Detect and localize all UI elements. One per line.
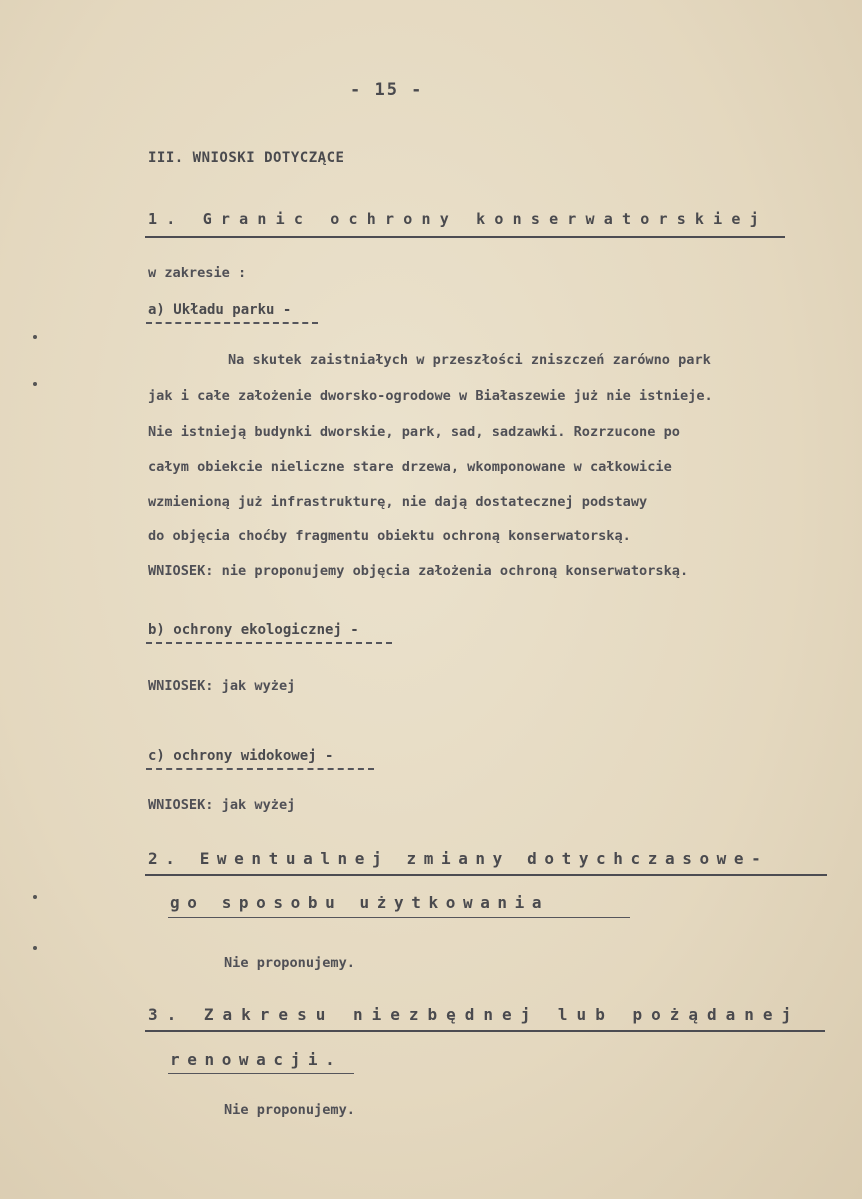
punch-mark <box>33 895 37 899</box>
paragraph-line: jak i całe założenie dworsko-ogrodowe w Białaszewie już nie istnieje. <box>148 388 713 404</box>
paragraph-line: Na skutek zaistniałych w przeszłości zniszczeń zarówno park <box>228 352 711 368</box>
subsection-c: c) ochrony widokowej - <box>148 748 334 764</box>
page-number: - 15 - <box>350 80 424 100</box>
heading-1-underline <box>145 236 785 238</box>
conclusion-a: WNIOSEK: nie proponujemy objęcia założenia ochroną konserwatorską. <box>148 563 689 579</box>
heading-3-line-1: 3. Zakresu niezbędnej lub pożądanej <box>148 1005 801 1024</box>
subsection-b-underline <box>146 642 392 644</box>
subsection-a-underline <box>146 322 318 324</box>
scope-label: w zakresie : <box>148 265 247 281</box>
answer-2: Nie proponujemy. <box>224 955 355 971</box>
subsection-c-underline <box>146 768 374 770</box>
heading-2-line-1: 2. Ewentualnej zmiany dotychczasowe- <box>148 849 769 868</box>
punch-mark <box>33 382 37 386</box>
punch-mark <box>33 946 37 950</box>
heading-2-underline-1 <box>145 874 827 876</box>
heading-3-underline-2 <box>168 1073 354 1074</box>
heading-2-line-2: go sposobu użytkowania <box>170 893 550 912</box>
heading-1: 1. Granic ochrony konserwatorskiej <box>148 210 768 228</box>
conclusion-b: WNIOSEK: jak wyżej <box>148 678 296 694</box>
heading-3-line-2: renowacji. <box>170 1050 343 1069</box>
paragraph-line: całym obiekcie nieliczne stare drzewa, wkomponowane w całkowicie <box>148 459 672 475</box>
heading-3-underline-1 <box>145 1030 825 1032</box>
paragraph-line: do objęcia choćby fragmentu obiektu ochroną konserwatorską. <box>148 528 631 544</box>
subsection-b: b) ochrony ekologicznej - <box>148 622 359 638</box>
answer-3: Nie proponujemy. <box>224 1102 355 1118</box>
punch-mark <box>33 335 37 339</box>
subsection-a: a) Układu parku - <box>148 302 292 318</box>
paragraph-line: wzmienioną już infrastrukturę, nie dają dostatecznej podstawy <box>148 494 648 510</box>
conclusion-c: WNIOSEK: jak wyżej <box>148 797 296 813</box>
heading-2-underline-2 <box>168 917 630 918</box>
paragraph-line: Nie istnieją budynki dworskie, park, sad, sadzawki. Rozrzucone po <box>148 424 680 440</box>
section-heading: III. WNIOSKI DOTYCZĄCE <box>148 150 345 166</box>
